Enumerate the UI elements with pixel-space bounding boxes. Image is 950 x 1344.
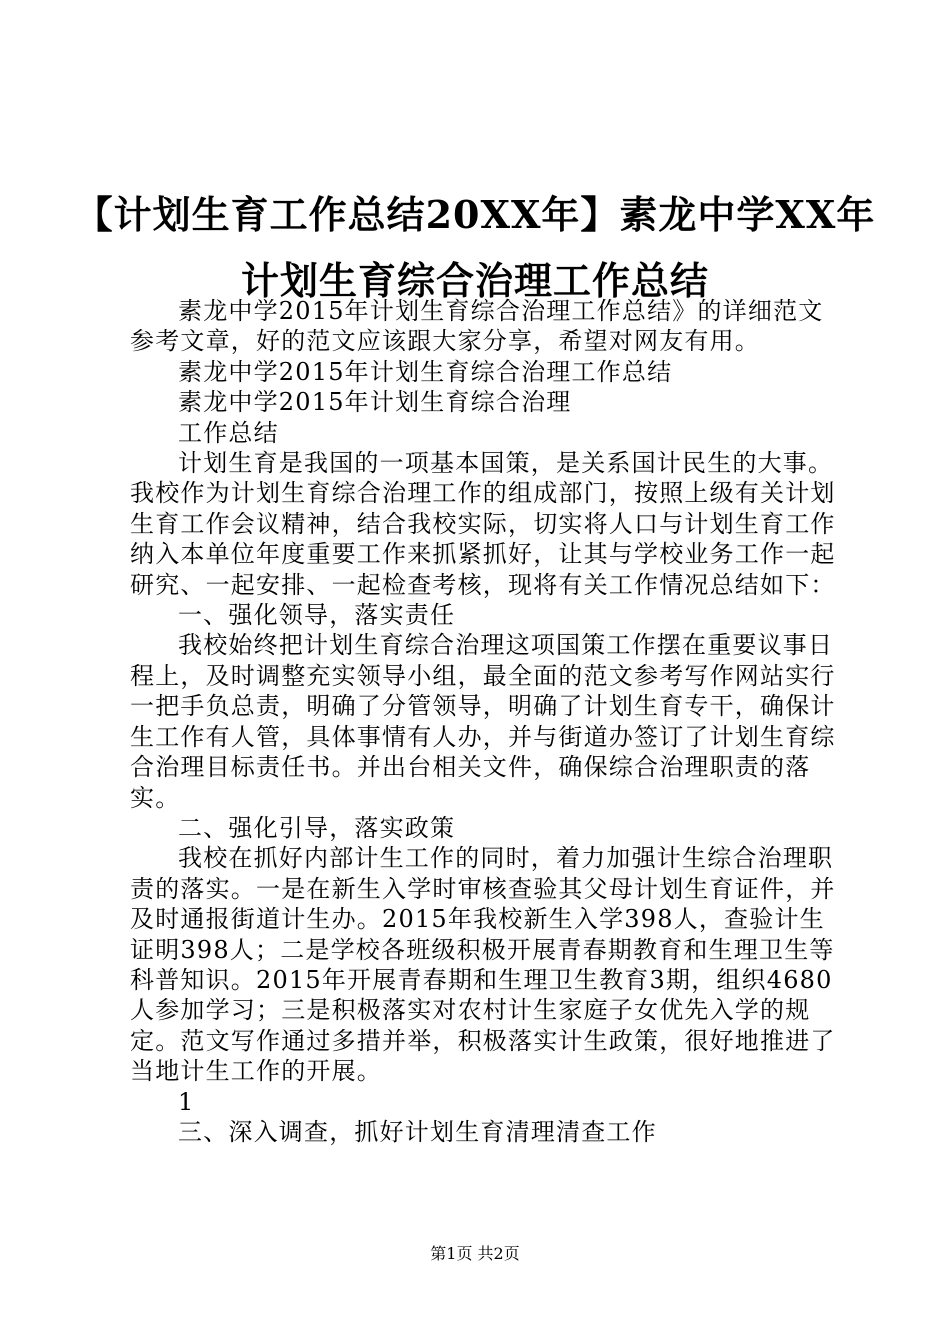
paragraph: 素龙中学2015年计划生育综合治理工作总结 [178, 357, 673, 386]
inline-page-number: 1 [178, 1087, 195, 1116]
paragraph: 计划生育是我国的一项基本国策，是关系国计民生的大事。我校作为计划生育综合治理工作的组成部门，按照上级有关计划生育工作会议精神，结合我校实际，切实将人口与计划生育工作纳入本单位年度重要工作来抓紧抓好，让其与学校业务工作一起研究、一起安排、一起检查考核，现将有关工作情况总结如下： [130, 449, 836, 599]
paragraph: 素龙中学2015年计划生育综合治理 [178, 388, 572, 417]
section-heading: 二、强化引导，落实政策 [178, 813, 456, 842]
paragraph: 工作总结 [178, 418, 279, 447]
document-title [60, 182, 890, 314]
paragraph: 我校始终把计划生育综合治理这项国策工作摆在重要议事日程上，及时调整充实领导小组，最全面的范文参考写作网站实行一把手负总责，明确了分管领导，明确了计划生育专干，确保计生工作有人管，具体事情有人办，并与街道办签订了计划生育综合治理目标责任书。并出台相关文件，确保综合治理职责的落实。 [130, 631, 836, 812]
title-line-1: 【计划生育工作总结20XX年】素龙中学XX年 [74, 192, 876, 237]
paragraph: 素龙中学2015年计划生育综合治理工作总结》的详细范文参考文章，好的范文应该跟大家分享，希望对网友有用。 [130, 297, 824, 356]
page-footer: 第1页 共2页 [430, 1244, 520, 1263]
document-body [130, 296, 842, 1147]
section-heading: 三、深入调查，抓好计划生育清理清查工作 [178, 1117, 657, 1146]
paragraph: 我校在抓好内部计生工作的同时，着力加强计生综合治理职责的落实。一是在新生入学时审核查验其父母计划生育证件，并及时通报街道计生办。2015年我校新生入学398人，查验计生证明398人；二是学校各班级积极开展青春期教育和生理卫生等科普知识。2015年开展青春期和生理卫生教育3期，组织4680人参加学习；三是积极落实对农村计生家庭子女优先入学的规定。范文写作通过多措并举，积极落实计生政策，很好地推进了当地计生工作的开展。 [130, 844, 836, 1086]
section-heading: 一、强化领导，落实责任 [178, 601, 456, 630]
title-line-2: 计划生育综合治理工作总结 [240, 258, 709, 303]
